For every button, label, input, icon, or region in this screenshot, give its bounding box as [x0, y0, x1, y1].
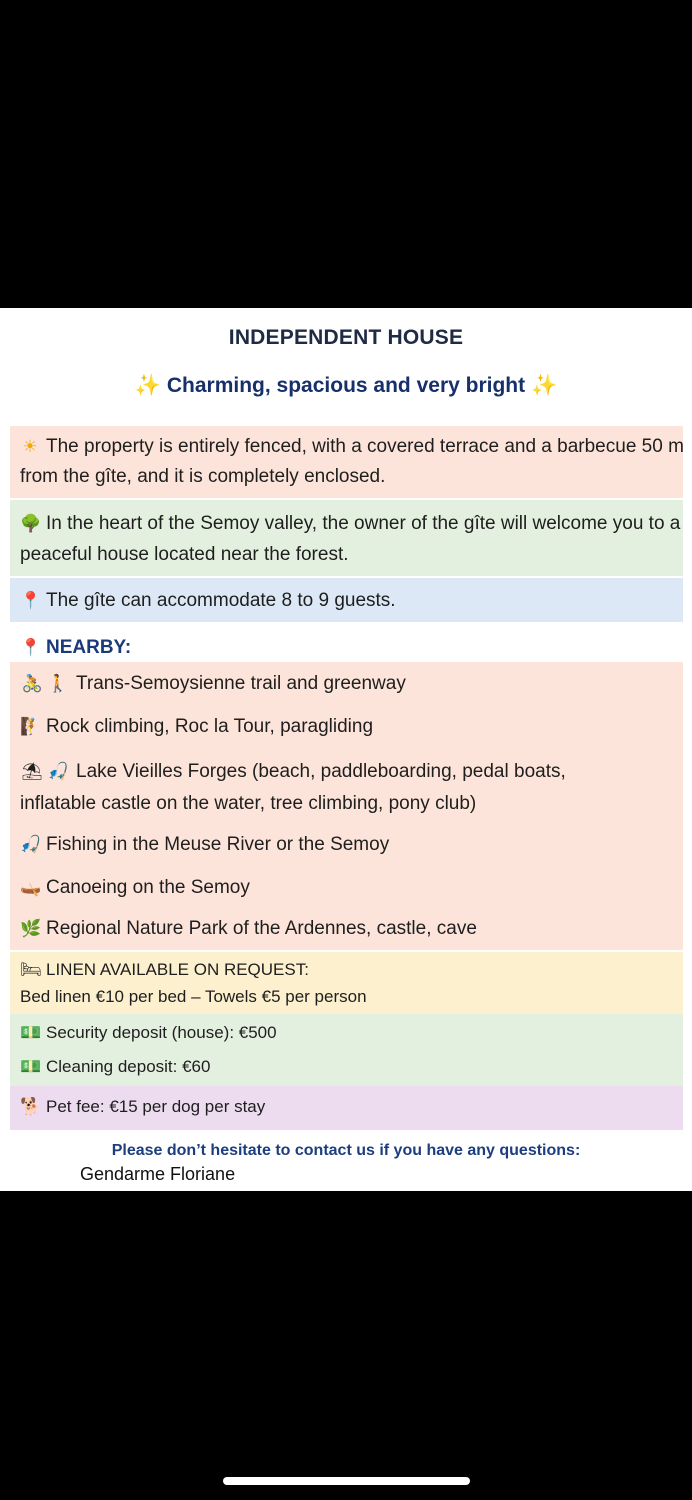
linen-detail: Bed linen €10 per bed – Towels €5 per person — [20, 987, 367, 1006]
bike-walk-icon: 🚴 🚶 — [21, 674, 69, 693]
bed-icon: 🛏 — [20, 960, 42, 979]
feature-valley-line2: peaceful house located near the forest. — [20, 544, 349, 565]
nearby-item-park: 🌿 Regional Nature Park of the Ardennes, castle, cave — [20, 918, 477, 939]
linen-heading: 🛏 LINEN AVAILABLE ON REQUEST: — [20, 960, 309, 979]
nearby-heading: 📍 NEARBY: — [20, 637, 132, 658]
herb-icon: 🌿 — [20, 919, 42, 938]
tree-icon: 🌳 — [20, 514, 42, 533]
nearby-item-climbing: 🧗 Rock climbing, Roc la Tour, paragliding — [20, 716, 374, 737]
pin-icon: 📍 — [20, 591, 42, 610]
author-name: Gendarme Floriane — [80, 1164, 236, 1184]
home-indicator[interactable] — [223, 1477, 470, 1485]
climbing-icon: 🧗 — [20, 717, 42, 736]
feature-capacity-line: 📍 The gîte can accommodate 8 to 9 guests. — [20, 590, 396, 611]
feature-fenced-line1: ☀ The property is entirely fenced, with a covered terrace and a barbecue 50 m — [20, 436, 682, 458]
deposit-security: 💵 Security deposit (house): €500 — [20, 1023, 277, 1042]
feature-valley-line1: 🌳 In the heart of the Semoy valley, the owner of the gîte will welcome you to a — [20, 513, 681, 534]
fishing-icon: 🎣 — [20, 835, 42, 854]
nearby-item-lake-line2: inflatable castle on the water, tree climbing, pony club) — [20, 793, 477, 814]
nearby-item-fishing: 🎣 Fishing in the Meuse River or the Semoy — [20, 834, 390, 855]
nearby-item-lake-line1: ⛱ 🎣 Lake Vieilles Forges (beach, paddleboarding, pedal boats, — [21, 761, 566, 782]
pet-fee: 🐕 Pet fee: €15 per dog per stay — [20, 1097, 266, 1116]
canoe-icon: 🛶 — [20, 878, 42, 897]
banknote-icon: 💵 — [20, 1023, 42, 1042]
pin-icon: 📍 — [20, 638, 42, 657]
sparkle-icon: ✨ — [530, 374, 558, 397]
subtitle — [0, 374, 692, 398]
deposit-cleaning: 💵 Cleaning deposit: €60 — [20, 1057, 211, 1076]
feature-fenced-line2: from the gîte, and it is completely enclosed. — [20, 466, 386, 487]
sun-icon: ☀ — [22, 437, 38, 456]
listing-card — [0, 308, 692, 1191]
dog-icon: 🐕 — [20, 1097, 42, 1116]
banknote-icon: 💵 — [20, 1057, 42, 1076]
sparkle-icon: ✨ — [134, 374, 162, 397]
nearby-item-canoe: 🛶 Canoeing on the Semoy — [20, 877, 250, 898]
subtitle-text: Charming, spacious and very bright — [166, 374, 526, 397]
beach-fishing-icon: ⛱ 🎣 — [21, 762, 69, 781]
contact-text: Please don’t hesitate to contact us if you have any questions: — [111, 1142, 581, 1159]
nearby-item-trail: 🚴 🚶 Trans-Semoysienne trail and greenway — [21, 673, 406, 694]
page-title: INDEPENDENT HOUSE — [228, 326, 464, 349]
